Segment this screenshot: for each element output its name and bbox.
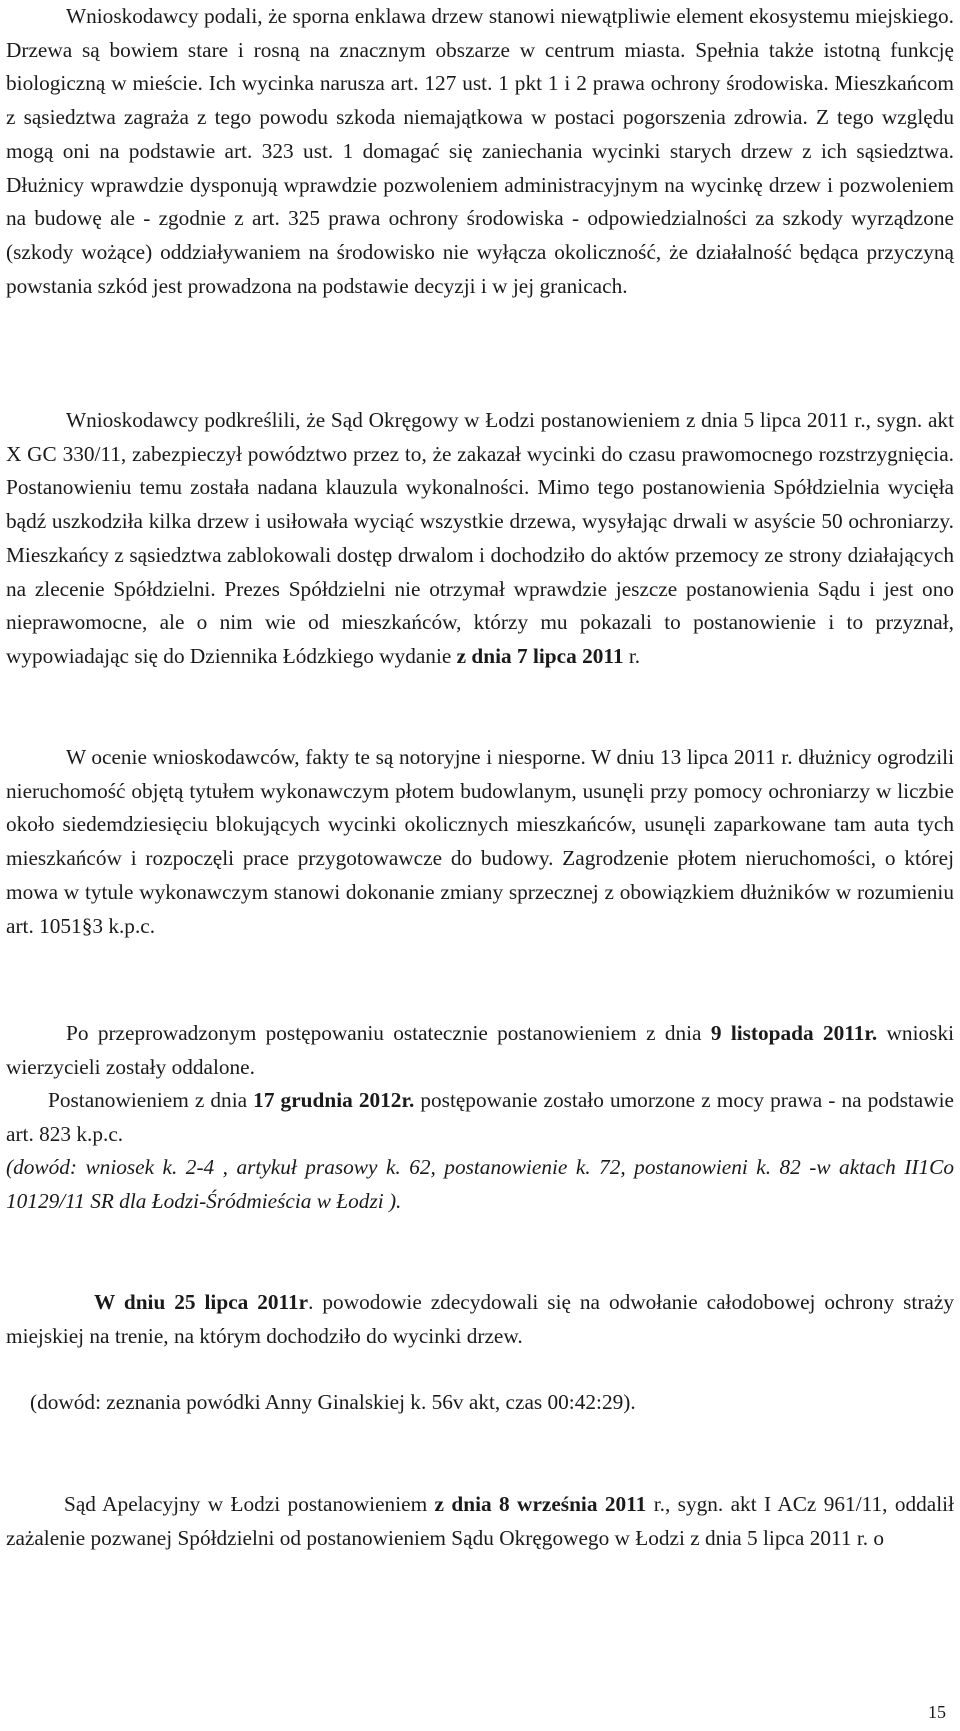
text-run: z dnia 8 września 2011 xyxy=(434,1492,647,1516)
text-run: r., sygn. akt I ACz 961/11, oddalił zażalenie pozwanej Spółdzielni od postanowieniem Sądu Okręgowego w Łodzi z dnia 5 lipca 2011 r. o xyxy=(6,1492,954,1550)
text-run: Sąd Apelacyjny w Łodzi postanowieniem xyxy=(64,1492,435,1516)
text-run: 17 grudnia 2012r. xyxy=(253,1088,415,1112)
text-run: Wnioskodawcy podali, że sporna enklawa drzew stanowi niewątpliwie element ekosystemu miejskiego. Drzewa są bowiem stare i rosną na znacznym obszarze w centrum miasta. Spełnia także istotną funkcję biologiczną w mieście. Ich wycinka narusza art. 127 ust. 1 pkt 1 i 2 prawa ochrony środowiska. Mieszkańcom z sąsiedztwa zagraża z tego powodu szkoda niemajątkowa w postaci pogorszenia zdrowia. Z tego względu mogą oni na podstawie art. 323 ust. 1 domagać się zaniechania wycinki starych drzew z ich sąsiedztwa. Dłużnicy wprawdzie dysponują wprawdzie pozwoleniem administracyjnym na wycinkę drzew i pozwoleniem na budowę ale - zgodnie z art. 325 prawa ochrony środowiska - odpowiedzialności za szkody wyrządzone (szkody wożące) oddziaływaniem na środowisko nie wyłącza okoliczność, że działalność będąca przyczyną powstania szkód jest prowadzona na podstawie decyzji i w jej granicach. xyxy=(6,4,954,298)
text-run: (dowód: wniosek k. 2-4 , artykuł prasowy k. 62, postanowienie k. 72, postanowieni k. 82 -w aktach II1Co 10129/11 SR dla Łodzi-Śródmieścia w Łodzi ). xyxy=(6,1155,954,1213)
text-run: postępowanie zostało umorzone z mocy prawa - na podstawie art. 823 k.p.c. xyxy=(6,1088,954,1146)
paragraph-p4 xyxy=(6,1017,954,1084)
paragraph-p5 xyxy=(6,1084,954,1151)
text-run: 9 listopada 2011r. xyxy=(710,1021,878,1045)
text-run: Po przeprowadzonym postępowaniu ostatecznie postanowieniem z dnia xyxy=(66,1021,711,1045)
text-run: (dowód: zeznania powódki Anny Ginalskiej k. 56v akt, czas 00:42:29). xyxy=(30,1390,636,1414)
paragraph-p6-evidence xyxy=(6,1151,954,1218)
page-number: 15 xyxy=(928,1702,946,1722)
paragraph-p7 xyxy=(6,1286,954,1353)
paragraph-p9 xyxy=(6,1488,954,1555)
text-run: Postanowieniem z dnia xyxy=(48,1088,254,1112)
text-run: z dnia 7 lipca 2011 xyxy=(456,643,624,668)
text-run: wnioski wierzycieli zostały oddalone. xyxy=(6,1021,955,1079)
paragraph-p8-evidence xyxy=(6,1386,954,1420)
text-run: r. xyxy=(623,643,641,668)
paragraph-p3 xyxy=(6,741,954,943)
text-run: W ocenie wnioskodawców, fakty te są notoryjne i niesporne. W dniu 13 lipca 2011 r. dłużnicy ogrodzili nieruchomość objętą tytułem wykonawczym płotem budowlanym, usunęli przy pomocy ochroniarzy w liczbie około siedemdziesięciu blokujących wycinki okolicznych mieszkańców, usunęli zaparkowane tam auta tych mieszkańców i rozpoczęli prace przygotowawcze do budowy. Zagrodzenie płotem nieruchomości, o której mowa w tytule wykonawczym stanowi dokonanie zmiany sprzecznej z obowiązkiem dłużników w rozumieniu art. 1051§3 k.p.c. xyxy=(6,745,954,938)
paragraph-p1 xyxy=(6,0,954,303)
text-run: . powodowie zdecydowali się na odwołanie całodobowej ochrony straży miejskiej na trenie, na którym dochodziło do wycinki drzew. xyxy=(6,1290,954,1348)
text-run: Wnioskodawcy podkreślili, że Sąd Okręgowy w Łodzi postanowieniem z dnia 5 lipca 2011 r., sygn. akt X GC 330/11, zabezpieczył powództwo przez to, że zakazał wycinki do czasu prawomocnego rozstrzygnięcia. Postanowieniu temu została nadana klauzula wykonalności. Mimo tego postanowienia Spółdzielnia wycięła bądź uszkodziła kilka drzew i usiłowała wyciąć wszystkie drzewa, wysyłając drwali w asyście 50 ochroniarzy. Mieszkańcy z sąsiedztwa zablokowali dostęp drwalom i dochodziło do aktów przemocy ze strony działających na zlecenie Spółdzielni. Prezes Spółdzielni nie otrzymał wprawdzie jeszcze postanowienia Sądu i jest ono nieprawomocne, ale o nim wie od mieszkańców, którzy mu pokazali to postanowienie i to przyznał, wypowiadając się do Dziennika Łódzkiego wydanie xyxy=(6,408,954,668)
paragraph-p2 xyxy=(6,404,954,674)
text-run: W dniu 25 lipca 2011r xyxy=(94,1290,309,1314)
